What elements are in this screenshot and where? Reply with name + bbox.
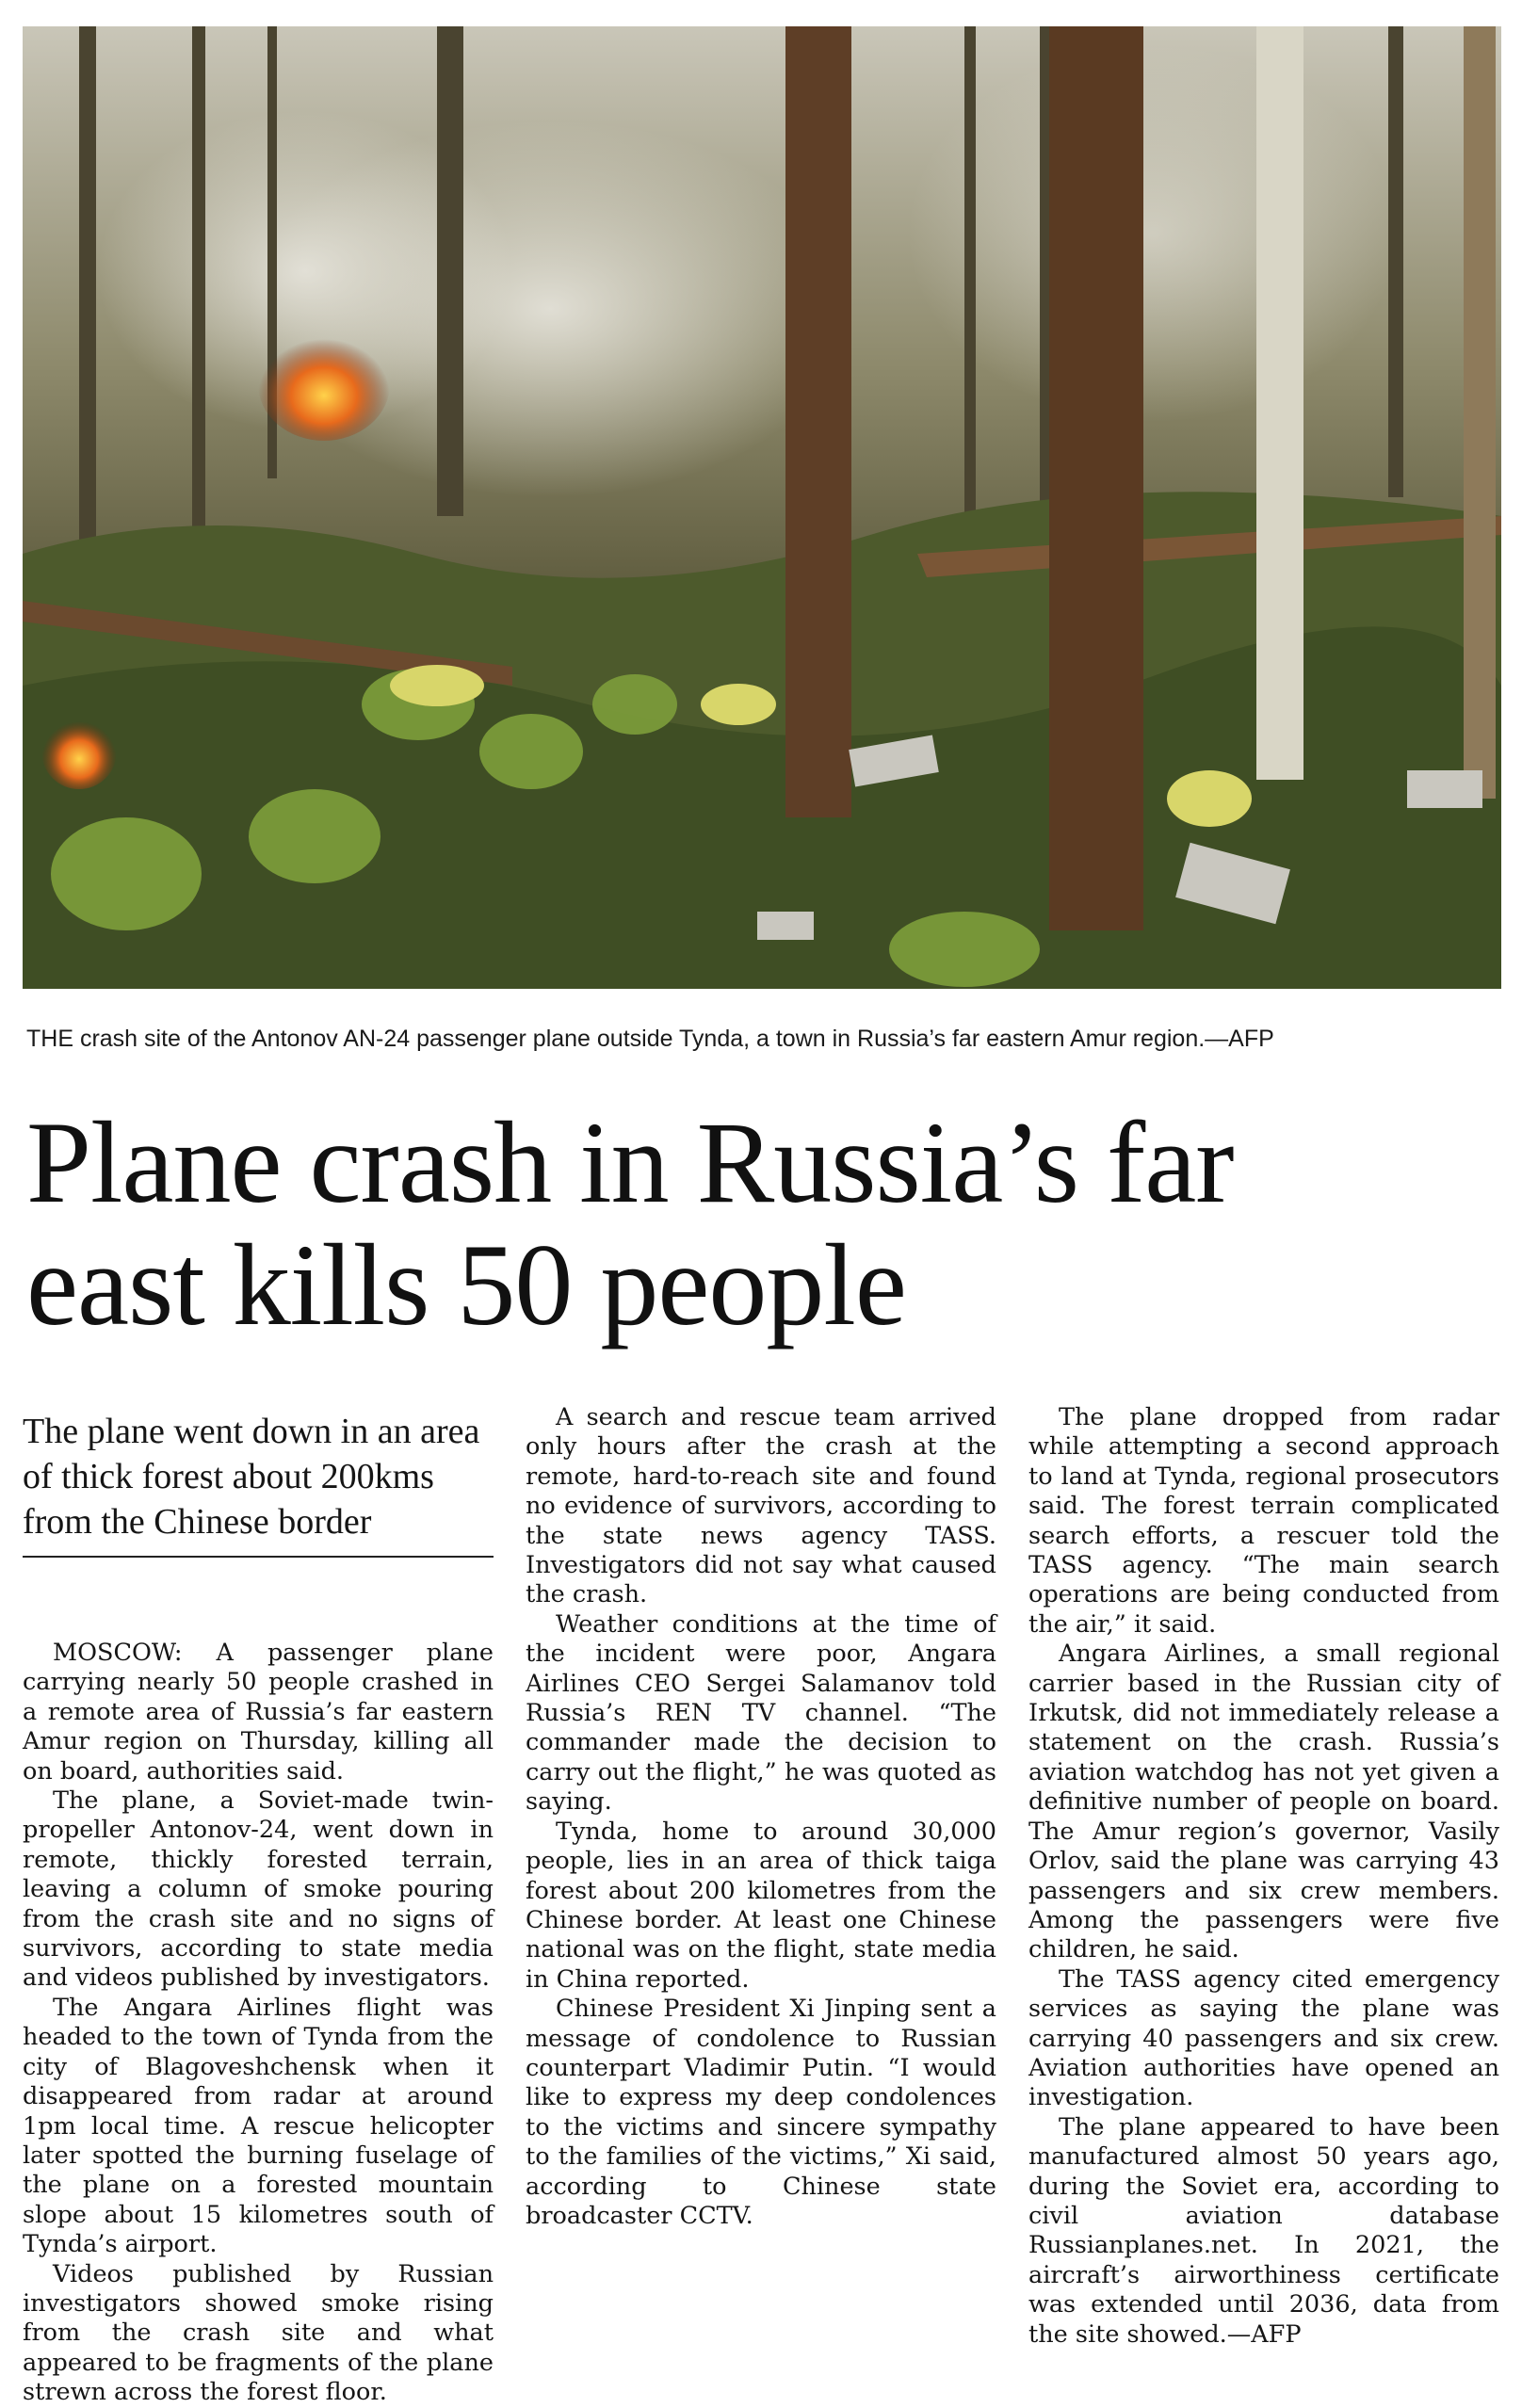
article-paragraph: Angara Airlines, a small regional carrier based in the Russian city of Irkutsk, did not immediately release a statement on the crash. Russia’s aviation watchdog has not yet given a definitive number of people on board. The Amur region’s governor, Vasily Orlov, said the plane was carrying 43 passengers and six crew members. Among the passengers were five children, he said.	[1028, 1640, 1499, 1964]
article-paragraph: The Angara Airlines flight was headed to the town of Tynda from the city of Blagoveshchensk when it disappeared from radar at around 1pm local time. A rescue helicopter later spotted the burning fuselage of the plane on a forested mountain slope about 15 kilometres south of Tynda’s airport.	[23, 1993, 494, 2259]
article-paragraph: Videos published by Russian investigators showed smoke rising from the crash site and what appeared to be fragments of the plane strewn across the forest floor.	[23, 2259, 494, 2407]
headline-line-1: Plane crash in Russia’s far	[26, 1098, 1234, 1227]
article-column-2	[526, 1403, 996, 2231]
article-paragraph: Chinese President Xi Jinping sent a message of condolence to Russian counterpart Vladimir Putin. “I would like to express my deep condolences to the victims and sincere sympathy to the families of the victims,” Xi said, according to Chinese state broadcaster CCTV.	[526, 1995, 996, 2230]
article-paragraph: MOSCOW: A passenger plane carrying nearly 50 people crashed in a remote area of Russia’s far eastern Amur region on Thursday, killing all on board, authorities said.	[23, 1639, 494, 1786]
photo-caption: THE crash site of the Antonov AN-24 passenger plane outside Tynda, a town in Russia’s far eastern Amur region.—AFP	[26, 1026, 1274, 1052]
article-paragraph: Tynda, home to around 30,000 people, lies in an area of thick taiga forest about 200 kilometres from the Chinese border. At least one Chinese national was on the flight, state media in China reported.	[526, 1817, 996, 1994]
article-paragraph: The plane dropped from radar while attempting a second approach to land at Tynda, regional prosecutors said. The forest terrain complicated search efforts, a rescuer told the TASS agency. “The main search operations are being conducted from the air,” it said.	[1028, 1403, 1499, 1639]
article-paragraph: Weather conditions at the time of the incident were poor, Angara Airlines CEO Sergei Salamanov told Russia’s REN TV channel. “The commander made the decision to carry out the flight,” he was quoted as saying.	[526, 1609, 996, 1817]
article-column-3	[1028, 1403, 1499, 2350]
subheadline-deck: The plane went down in an area of thick forest about 200kms from the Chinese border	[23, 1409, 494, 1558]
news-photo	[23, 26, 1501, 989]
headline-line-2: east kills 50 people	[26, 1220, 906, 1349]
article-paragraph: The TASS agency cited emergency services as saying the plane was carrying 40 passengers and six crew. Aviation authorities have opened an investigation.	[1028, 1964, 1499, 2112]
headline	[26, 1098, 1496, 1349]
article-paragraph: The plane, a Soviet-made twin-propeller Antonov-24, went down in remote, thickly forested terrain, leaving a column of smoke pouring from the crash site and no signs of survivors, according to state media and videos published by investigators.	[23, 1786, 494, 1993]
article-paragraph: The plane appeared to have been manufactured almost 50 years ago, during the Soviet era, according to civil aviation database Russianplanes.net. In 2021, the aircraft’s airworthiness certificate was extended until 2036, data from the site showed.—AFP	[1028, 2112, 1499, 2349]
article-paragraph: A search and rescue team arrived only hours after the crash at the remote, hard-to-reach site and found no evidence of survivors, according to the state news agency TASS. Investigators did not say what caused the crash.	[526, 1403, 996, 1609]
article-column-1	[23, 1639, 494, 2408]
forest-crash-site-photo	[23, 26, 1501, 989]
